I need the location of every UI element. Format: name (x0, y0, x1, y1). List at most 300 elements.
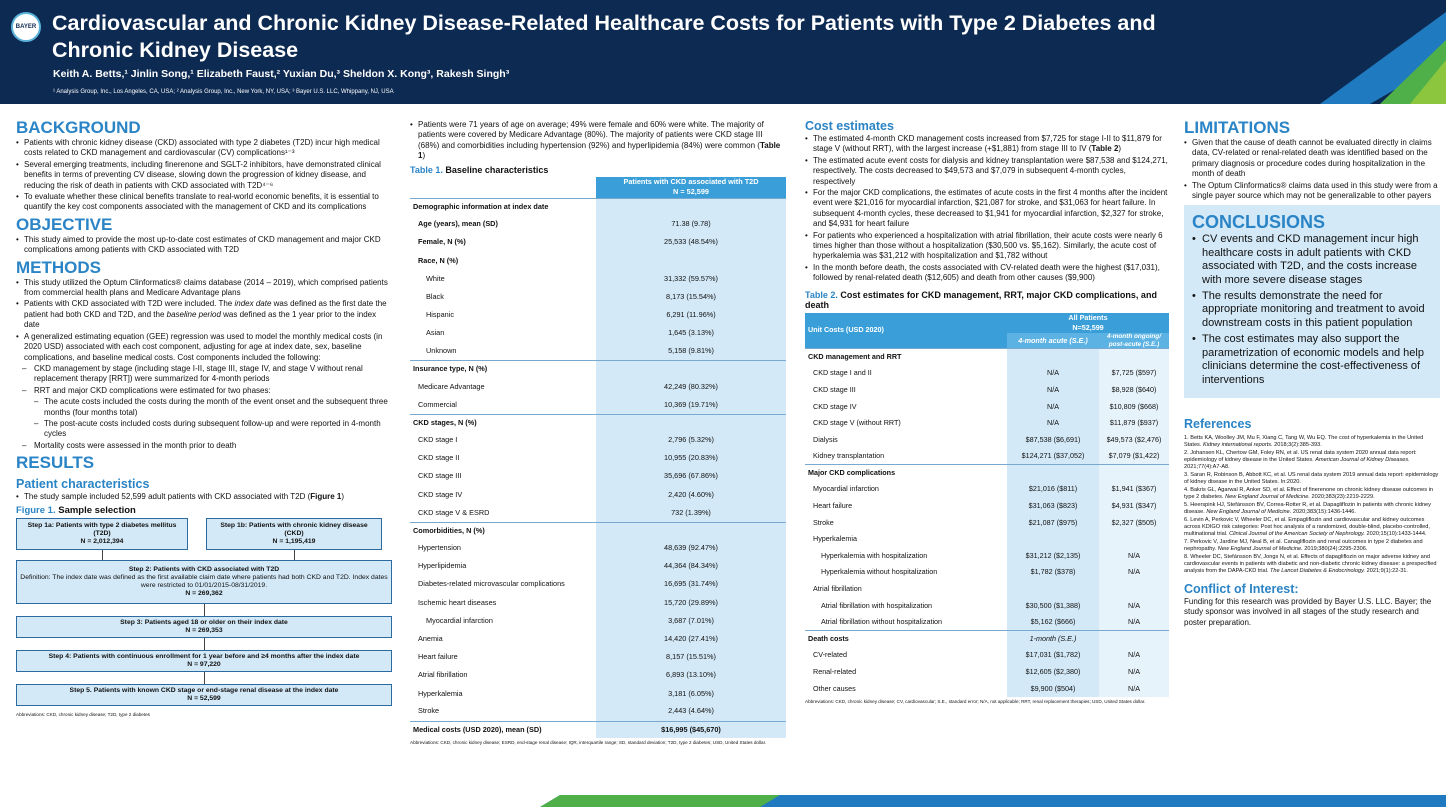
reference-citation: 2019;380(24):2295-2306. (1302, 545, 1368, 552)
conclusions-heading: CONCLUSIONS (1192, 212, 1326, 233)
row-value: 3,687 (7.01%) (596, 612, 786, 630)
row-value (596, 198, 786, 215)
acute-value: N/A (1007, 382, 1099, 399)
reference-citation: 2020;383(15):1436-1446. (1291, 508, 1356, 515)
reference-item (1184, 554, 1440, 575)
methods-sub-sub-bullets (16, 397, 392, 440)
step-1b-n: N = 1,195,419 (272, 537, 316, 545)
row-value: 16,695 (31.74%) (596, 576, 786, 594)
row-label: CKD stage V (without RRT) (813, 418, 901, 428)
table-row (410, 198, 786, 215)
list-item: – RRT and major CKD complications were estimated for two phases: (16, 386, 392, 396)
methods-heading: METHODS (16, 257, 101, 277)
list-item: • Several emerging treatments, including finerenone and SGLT-2 inhibitors, have demonstrated clinical benefits in terms of preventing CV disease, slowing down the progression of kidney disease, and reducing the risk of death in patients with CKD associated with T2D⁴⁻⁶ (16, 160, 392, 191)
reference-item (1184, 502, 1440, 516)
step-1a-n: N = 2,012,394 (80, 537, 124, 545)
demographics-bullets (410, 120, 786, 162)
row-label: CKD stage I (418, 435, 458, 445)
row-label: Stroke (813, 517, 834, 527)
objective-bullets (16, 235, 392, 256)
step-5-text: Step 5. Patients with known CKD stage or end-stage renal disease at the index date (69, 686, 339, 694)
limitations-heading: LIMITATIONS (1184, 118, 1291, 137)
post-acute-value: N/A (1099, 598, 1169, 615)
baseline-characteristics-table (410, 177, 786, 738)
table-row (410, 522, 786, 539)
post-acute-value: $1,941 ($367) (1099, 481, 1169, 498)
text: was defined as the 1 year prior to the index date (24, 309, 377, 330)
reference-text: 2. Johansen KL, Chertow GM, Foley RN, et al. US renal data system 2020 annual data report: epidemiology of kidney disease in the United States. (1184, 449, 1417, 463)
row-label: CV-related (813, 650, 847, 660)
row-value: 8,157 (15.51%) (596, 648, 786, 666)
acute-value (1007, 531, 1099, 548)
row-label: Other causes (813, 683, 856, 693)
acute-value: N/A (1007, 398, 1099, 415)
row-label: Female, N (%) (418, 237, 466, 247)
list-item: – The acute costs included the costs during the month of the event onset and the subsequent three months (four months total) (16, 397, 392, 418)
table-row (410, 721, 786, 738)
table-row (805, 448, 1169, 465)
reference-item (1184, 450, 1440, 471)
reference-journal: New England Journal of Medicine. (1217, 545, 1303, 552)
reference-journal: The Lancet Diabetes & Endocrinology. (1270, 567, 1366, 574)
row-value: 31,332 (59.57%) (596, 270, 786, 288)
table-row (805, 481, 1169, 498)
acute-value: $9,900 ($504) (1007, 681, 1099, 698)
table-row (805, 647, 1169, 664)
post-acute-value (1099, 349, 1169, 366)
post-acute-value: N/A (1099, 681, 1169, 698)
acute-value: 1-month (S.E.) (1007, 631, 1099, 648)
row-label: CKD stage II (418, 453, 460, 463)
text: The study sample included 52,599 adult patients with CKD associated with T2D ( (24, 492, 311, 502)
text: Patients were 71 years of age on average; 49% were female and 60% were white. The majority of patients were covered by Medicare Advantage (80%). The majority of patients were CKD stage III (68%) and comorbidities including hypertension (92%) and hyperlipidemia (84%) were common ( (418, 120, 764, 150)
table-row (410, 449, 786, 467)
text: ) (422, 151, 426, 161)
text: Patients with CKD associated with T2D were included. The (24, 299, 235, 309)
list-item: • Given that the cause of death cannot be evaluated directly in claims data, CV-related or renal-related death was identified based on the primary diagnosis or procedure codes during hospitalization in the month of death (1184, 138, 1440, 180)
unit-costs-header: Unit Costs (USD 2020) (805, 313, 1007, 349)
row-label: Myocardial infarction (426, 615, 493, 625)
row-label: Medical costs (USD 2020), mean (SD) (410, 721, 596, 738)
table-row (805, 564, 1169, 581)
step-4-text: Step 4: Patients with continuous enrollment for 1 year before and ≥4 months after the index date (48, 652, 360, 660)
column-1 (16, 116, 392, 718)
list-item: • This study aimed to provide the most up-to-date cost estimates of CKD management and major CKD complications among patients with CKD associated with T2D (16, 235, 392, 256)
table-header-row (805, 313, 1169, 334)
row-label: Ischemic heart diseases (418, 597, 497, 607)
list-item (16, 299, 392, 330)
list-item: • To evaluate whether these clinical benefits translate to real-world economic benefits, it is essential to quantify the key cost components associated with the management of CKD and its complications (16, 192, 392, 213)
row-value: 2,796 (5.32%) (596, 431, 786, 449)
row-label: Diabetes-related microvascular complications (418, 579, 565, 589)
affiliations: ¹ Analysis Group, Inc., Los Angeles, CA, USA; ² Analysis Group, Inc., New York, NY, USA; ³ Bayer U.S. LLC, Whippany, NJ, USA (53, 89, 394, 95)
table-ref: Table 1 (418, 140, 781, 161)
conflict-text: Funding for this research was provided by Bayer U.S. LLC. Bayer; the study sponsor was involved in all stages of the study research and poster preparation. (1184, 596, 1432, 627)
post-acute-value: N/A (1099, 647, 1169, 664)
row-value: 6,291 (11.96%) (596, 306, 786, 324)
list-item: – CKD management by stage (including stage I-II, stage III, stage IV, and stage V without renal replacement therapy [RRT]) were summarized for 4-month periods (16, 364, 392, 385)
references-list (1184, 435, 1440, 575)
table1-caption (410, 165, 786, 175)
row-label: Hypertension (418, 543, 461, 553)
table-row (805, 598, 1169, 615)
footer-decoration (0, 795, 1446, 807)
figure1-abbreviations: Abbreviations: CKD, chronic kidney disease; T2D, type 2 diabetes (16, 711, 150, 717)
row-value: 3,181 (6.05%) (596, 685, 786, 703)
reference-citation: 2021;9(1):22-31. (1365, 567, 1408, 574)
table-row (410, 252, 786, 270)
acute-value: $21,016 ($811) (1007, 481, 1099, 498)
text: ) (341, 492, 345, 502)
step-4-n: N = 97,220 (187, 660, 221, 668)
post-acute-value (1099, 581, 1169, 598)
all-patients-header (1007, 313, 1169, 334)
row-value: $16,995 ($45,670) (596, 721, 786, 738)
table-row (805, 664, 1169, 681)
row-label: Black (426, 291, 444, 301)
post-acute-value (1099, 465, 1169, 482)
table2-abbreviations: Abbreviations: CKD, chronic kidney disease; CV, cardiovascular; S.E., standard error; N/A, not applicable; RRT, renal replacement therapies; USD, United States dollar. (805, 699, 1146, 705)
row-label: Hispanic (426, 310, 454, 320)
list-item: • For the major CKD complications, the estimates of acute costs in the first 4 months after the incident event were $21,016 for myocardial infarction, $21,087 for stroke, and $31,063 for heart failure. In subsequent 4-month cycles, these decreased to $1,941 for myocardial infarction, $2,327 for stroke, and $4,931 for heart failure (805, 188, 1169, 230)
row-value: 1,645 (3.13%) (596, 324, 786, 342)
reference-text: 4. Bakris GL, Agarwal R, Anker SD, et al. Effect of finerenone on chronic kidney disease outcomes in type 2 diabetes. (1184, 486, 1433, 500)
reference-citation: 2021;77(4):A7-A8. (1184, 463, 1230, 470)
table-row (410, 703, 786, 721)
post-acute-value: $8,928 ($640) (1099, 382, 1169, 399)
post-acute-value (1099, 531, 1169, 548)
table-row (410, 343, 786, 361)
step-5-n: N = 52,599 (187, 694, 221, 702)
authors: Keith A. Betts,¹ Jinlin Song,¹ Elizabeth Faust,² Yuxian Du,³ Sheldon X. Kong³, Rakesh Singh³ (53, 68, 510, 80)
post-acute-value: $2,327 ($505) (1099, 515, 1169, 532)
figure1-title: Sample selection (58, 504, 136, 516)
row-label: Demographic information at index date (410, 198, 596, 215)
step-2-box (16, 560, 392, 604)
table-row (410, 414, 786, 431)
post-acute-value: $7,079 ($1,422) (1099, 448, 1169, 465)
reference-journal: New England Journal of Medicine. (1206, 508, 1292, 515)
list-item (410, 120, 786, 162)
figure-ref: Figure 1 (310, 492, 342, 502)
header-cell (596, 177, 786, 198)
cost-estimates-table (805, 313, 1169, 698)
row-label: Atrial fibrillation without hospitalization (821, 616, 943, 626)
conclusions-bullets (1192, 233, 1432, 386)
flow-arrow (204, 672, 205, 684)
post-acute-value: N/A (1099, 614, 1169, 631)
post-acute-col-header: 4-month ongoing/ post-acute (S.E.) (1099, 333, 1169, 348)
row-value: 2,420 (4.60%) (596, 486, 786, 504)
text: ) (1118, 144, 1122, 154)
table-row (805, 581, 1169, 598)
list-item: • In the month before death, the costs associated with CV-related death were the highest ($17,031), followed by renal-related death ($12,605) and death from other causes ($9,900) (805, 263, 1169, 284)
cost-estimates-heading: Cost estimates (805, 119, 894, 133)
list-item: – The post-acute costs included costs during subsequent follow-up and were reported in 4-month cycles (16, 419, 392, 440)
step-3-n: N = 269,353 (185, 626, 223, 634)
cost-estimates-bullets (805, 134, 1169, 284)
row-label: CKD stage V & ESRD (418, 507, 490, 517)
reference-item (1184, 472, 1440, 486)
flow-arrow (294, 550, 295, 560)
table-row (805, 432, 1169, 449)
background-bullets (16, 138, 392, 213)
table-row (410, 576, 786, 594)
conclusions-box (1184, 205, 1440, 397)
column-3 (805, 116, 1169, 705)
table-row (805, 465, 1169, 482)
row-label: Heart failure (418, 652, 458, 662)
figure1-caption (16, 506, 392, 516)
text: The estimated 4-month CKD management costs increased from $7,725 for stage I-II to $11,879 for stage V (without RRT), with the largest increase (+$1,881) from stage III to IV ( (813, 134, 1162, 154)
table-row (410, 324, 786, 342)
bayer-logo: BAYER (11, 12, 41, 42)
list-item: – Mortality costs were assessed in the month prior to death (16, 441, 392, 451)
reference-item (1184, 487, 1440, 501)
list-item: • The results demonstrate the need for appropriate monitoring and treatment to avoid downstream costs in this patient population (1192, 290, 1432, 330)
row-value: 42,249 (80.32%) (596, 378, 786, 396)
row-label: Asian (426, 328, 445, 338)
row-label: Hyperkalemia without hospitalization (821, 567, 938, 577)
acute-value: $21,087 ($975) (1007, 515, 1099, 532)
reference-journal: New England Journal of Medicine. (1225, 493, 1310, 500)
table-row (805, 498, 1169, 515)
step-3-box (16, 616, 392, 638)
acute-value: $17,031 ($1,782) (1007, 647, 1099, 664)
objective-heading: OBJECTIVE (16, 214, 113, 234)
reference-text: 3. Saran R, Robinson B, Abbott KC, et al. US renal data system 2019 annual data report: epidemiology of kidney disease in the United States. In:2020. (1184, 471, 1439, 485)
limitations-bullets (1184, 138, 1440, 201)
table1-abbreviations: Abbreviations: CKD, chronic kidney disease; ESRD, end-stage renal disease; IQR, interquartile range; SD, standard deviation; T2D, type 2 diabetes; USD, United States dollar. (410, 740, 767, 746)
list-item: • This study utilized the Optum Clinformatics® claims database (2014 – 2019), which comprised patients from commercial health plans and Medicare Advantage plans (16, 278, 392, 299)
row-value: 25,533 (48.54%) (596, 234, 786, 252)
list-item: • A generalized estimating equation (GEE) regression was used to model the monthly medical costs (in 2020 USD) associated with each cost component, adjusting for age at index date, sex, baseline complications, and baseline medical costs. Cost components included the following: (16, 332, 392, 363)
row-value: 10,955 (20.83%) (596, 449, 786, 467)
header-cell (410, 177, 596, 198)
list-item (805, 134, 1169, 155)
row-label: Insurance type, N (%) (410, 361, 596, 378)
figure1-label: Figure 1. (16, 504, 56, 516)
post-acute-value: $4,931 ($347) (1099, 498, 1169, 515)
row-value: 48,639 (92.47%) (596, 539, 786, 557)
acute-value: $31,212 ($2,135) (1007, 548, 1099, 565)
results-bullets (16, 492, 392, 502)
row-value: 71.38 (9.78) (596, 215, 786, 233)
step-1b-box (206, 518, 382, 550)
table-row (410, 215, 786, 233)
row-value: 14,420 (27.41%) (596, 630, 786, 648)
sample-selection-flowchart (16, 518, 392, 710)
reference-text: 1. Betts KA, Woolley JM, Mu F, Xiang C, Tang W, Wu EQ. The cost of hyperkalemia in the United States. (1184, 434, 1424, 448)
row-label: Kidney transplantation (813, 451, 885, 461)
table-row (410, 288, 786, 306)
table-row (805, 365, 1169, 382)
results-heading: RESULTS (16, 453, 95, 473)
row-value: 35,696 (67.86%) (596, 468, 786, 486)
flow-arrow (102, 550, 103, 560)
row-label: Stroke (418, 706, 440, 716)
table1-label: Table 1. (410, 164, 443, 175)
table-row (410, 396, 786, 414)
row-value: 5,158 (9.81%) (596, 343, 786, 361)
table-row (410, 666, 786, 684)
list-item: • The estimated acute event costs for dialysis and kidney transplantation were $87,538 and $124,271, respectively. The costs decreased to $49,573 and $7,079 in subsequent 4-month cycles, respectively (805, 156, 1169, 187)
flow-arrow (204, 638, 205, 650)
acute-value: $5,162 ($666) (1007, 614, 1099, 631)
reference-citation: 2018;3(2):385-393. (1272, 441, 1322, 448)
table-row (805, 681, 1169, 698)
row-label: White (426, 273, 445, 283)
table-row (805, 631, 1169, 648)
acute-value (1007, 349, 1099, 366)
table2-label: Table 2. (805, 289, 838, 300)
list-item: • The cost estimates may also support the parametrization of economic models and help clinicians determine the cost-effectiveness of interventions (1192, 333, 1432, 387)
header-banner (0, 0, 1446, 104)
col-n: N = 52,599 (673, 187, 709, 197)
conflict-heading: Conflict of Interest: (1184, 581, 1299, 596)
table-row (410, 594, 786, 612)
table-row (410, 557, 786, 575)
methods-sub-bullets (16, 364, 392, 396)
row-label: Hyperkalemia (813, 534, 857, 544)
acute-value: $124,271 ($37,052) (1007, 448, 1099, 465)
acute-value (1007, 465, 1099, 482)
row-label: Atrial fibrillation (418, 670, 468, 680)
acute-col-header: 4-month acute (S.E.) (1007, 333, 1099, 348)
row-value: 44,364 (84.34%) (596, 557, 786, 575)
list-item (16, 492, 392, 502)
flow-arrow (204, 604, 205, 616)
methods-bullets (16, 278, 392, 363)
table-row (410, 234, 786, 252)
table-row (805, 349, 1169, 366)
table-row (410, 486, 786, 504)
step-2-text: Step 2: Patients with CKD associated with T2D (128, 565, 280, 573)
row-label: CKD stage IV (813, 401, 857, 411)
row-value: 10,369 (19.71%) (596, 396, 786, 414)
row-label: Anemia (418, 633, 443, 643)
row-label: CKD stage III (418, 471, 462, 481)
row-label: Race, N (%) (418, 255, 459, 265)
all-patients-label: All Patients (1068, 312, 1108, 322)
post-acute-value: N/A (1099, 548, 1169, 565)
table-row (805, 614, 1169, 631)
row-label: Major CKD complications (805, 465, 1007, 482)
row-label: CKD stages, N (%) (410, 414, 596, 431)
acute-value: N/A (1007, 415, 1099, 432)
post-acute-value (1099, 631, 1169, 648)
post-acute-value: $10,809 ($668) (1099, 398, 1169, 415)
reference-citation: 2020;383(23):2219-2229. (1309, 493, 1375, 500)
reference-journal: Clinical Journal of the American Society of Nephrology. (1229, 530, 1365, 537)
index-date-term: index date (234, 299, 272, 309)
table-row (410, 468, 786, 486)
table2-body (805, 349, 1169, 697)
row-label: Renal-related (813, 667, 857, 676)
table-row (410, 431, 786, 449)
acute-value: $12,605 ($2,380) (1007, 664, 1099, 681)
acute-value: $30,500 ($1,388) (1007, 598, 1099, 615)
row-label: CKD management and RRT (805, 349, 1007, 366)
acute-value: $1,782 ($378) (1007, 564, 1099, 581)
table-row (410, 361, 786, 378)
table-row (410, 539, 786, 557)
reference-item (1184, 435, 1440, 449)
list-item: • CV events and CKD management incur high healthcare costs in adult patients with CKD associated with T2D, and the costs increase with more severe disease stages (1192, 233, 1432, 287)
background-heading: BACKGROUND (16, 118, 141, 137)
row-label: Hyperkalemia with hospitalization (821, 550, 928, 560)
row-label: Commercial (418, 399, 457, 409)
row-label: Myocardial infarction (813, 484, 879, 494)
reference-text: 5. Heerspink HJ, Stefánsson BV, Correa-Rotter R, et al. Dapagliflozin in patients with chronic kidney disease. (1184, 501, 1431, 515)
table-row (805, 548, 1169, 565)
reference-text: 7. Perkovic V, Jardine MJ, Neal B, et al. Canagliflozin and renal outcomes in type 2 diabetes and nephropathy. (1184, 538, 1423, 552)
post-acute-value: $49,573 ($2,476) (1099, 432, 1169, 449)
column-4 (1184, 116, 1440, 628)
row-label: Heart failure (813, 501, 853, 511)
methods-sub-bullets-2 (16, 441, 392, 451)
post-acute-value: $11,879 ($937) (1099, 415, 1169, 432)
row-label: Atrial fibrillation (813, 584, 862, 594)
acute-value: $31,063 ($823) (1007, 498, 1099, 515)
table-row (805, 531, 1169, 548)
all-patients-n: N=52,599 (1072, 322, 1104, 332)
acute-value: N/A (1007, 365, 1099, 382)
row-label: CKD stage IV (418, 489, 463, 499)
reference-item (1184, 539, 1440, 553)
row-value (596, 414, 786, 431)
reference-text: 8. Wheeler DC, Stefánsson BV, Jongs N, et al. Effects of dapagliflozin on major adverse kidney and cardiovascular events in patients with diabetic and non-diabetic chronic kidney disease: a prespecified analysis from the DAPA-CKD trial. (1184, 553, 1437, 574)
row-label: Hyperlipidemia (418, 561, 467, 571)
step-4-box (16, 650, 392, 672)
table-row (410, 270, 786, 288)
row-label: Death costs (805, 631, 1007, 648)
text: was defined as the first date the patient had both CKD and T2D, and the (24, 299, 387, 319)
reference-journal: Kidney international reports. (1202, 441, 1273, 448)
poster-title: Cardiovascular and Chronic Kidney Disease-Related Healthcare Costs for Patients with Type 2 Diabetes and Chronic Kidney Disease (52, 11, 1156, 62)
post-acute-value: N/A (1099, 564, 1169, 581)
acute-value (1007, 581, 1099, 598)
table-row (410, 630, 786, 648)
references-heading: References (1184, 416, 1252, 431)
row-label: Medicare Advantage (418, 381, 485, 391)
row-value: 6,893 (13.10%) (596, 666, 786, 684)
list-item: • Patients with chronic kidney disease (CKD) associated with type 2 diabetes (T2D) incur high medical costs related to CKD management and cardiovascular (CV) complications¹⁻³ (16, 138, 392, 159)
row-label: Dialysis (813, 434, 838, 444)
row-label: Age (years), mean (SD) (418, 219, 498, 229)
step-1b-text: Step 1b: Patients with chronic kidney disease (CKD) (220, 521, 368, 537)
step-1a-text: Step 1a: Patients with type 2 diabetes mellitus (T2D) (27, 521, 177, 537)
row-label: Comorbidities, N (%) (410, 522, 596, 539)
post-acute-value: $7,725 ($597) (1099, 365, 1169, 382)
baseline-period-term: baseline period (166, 309, 221, 319)
table-row (410, 648, 786, 666)
table-row (805, 382, 1169, 399)
row-value: 15,720 (29.89%) (596, 594, 786, 612)
table-row (805, 398, 1169, 415)
table2-caption (805, 290, 1169, 311)
reference-text: 6. Levin A, Perkovic V, Wheeler DC, et al. Empagliflozin and cardiovascular and kidney outcomes across KDIGO risk categories: Post hoc analysis of a randomized, double-blind, placebo-controlled, multinational trial. (1184, 516, 1430, 537)
row-value: 2,443 (4.64%) (596, 703, 786, 721)
row-value: 732 (1.39%) (596, 504, 786, 522)
col-header: Patients with CKD associated with T2D (623, 177, 759, 187)
row-label: CKD stage I and II (813, 368, 872, 378)
post-acute-value: N/A (1099, 664, 1169, 681)
list-item: • The Optum Clinformatics® claims data used in this study were from a single payer source which may not be generalizable to other payers (1184, 181, 1440, 202)
row-label: Hyperkalemia (418, 688, 463, 698)
row-value (596, 252, 786, 270)
row-value (596, 361, 786, 378)
